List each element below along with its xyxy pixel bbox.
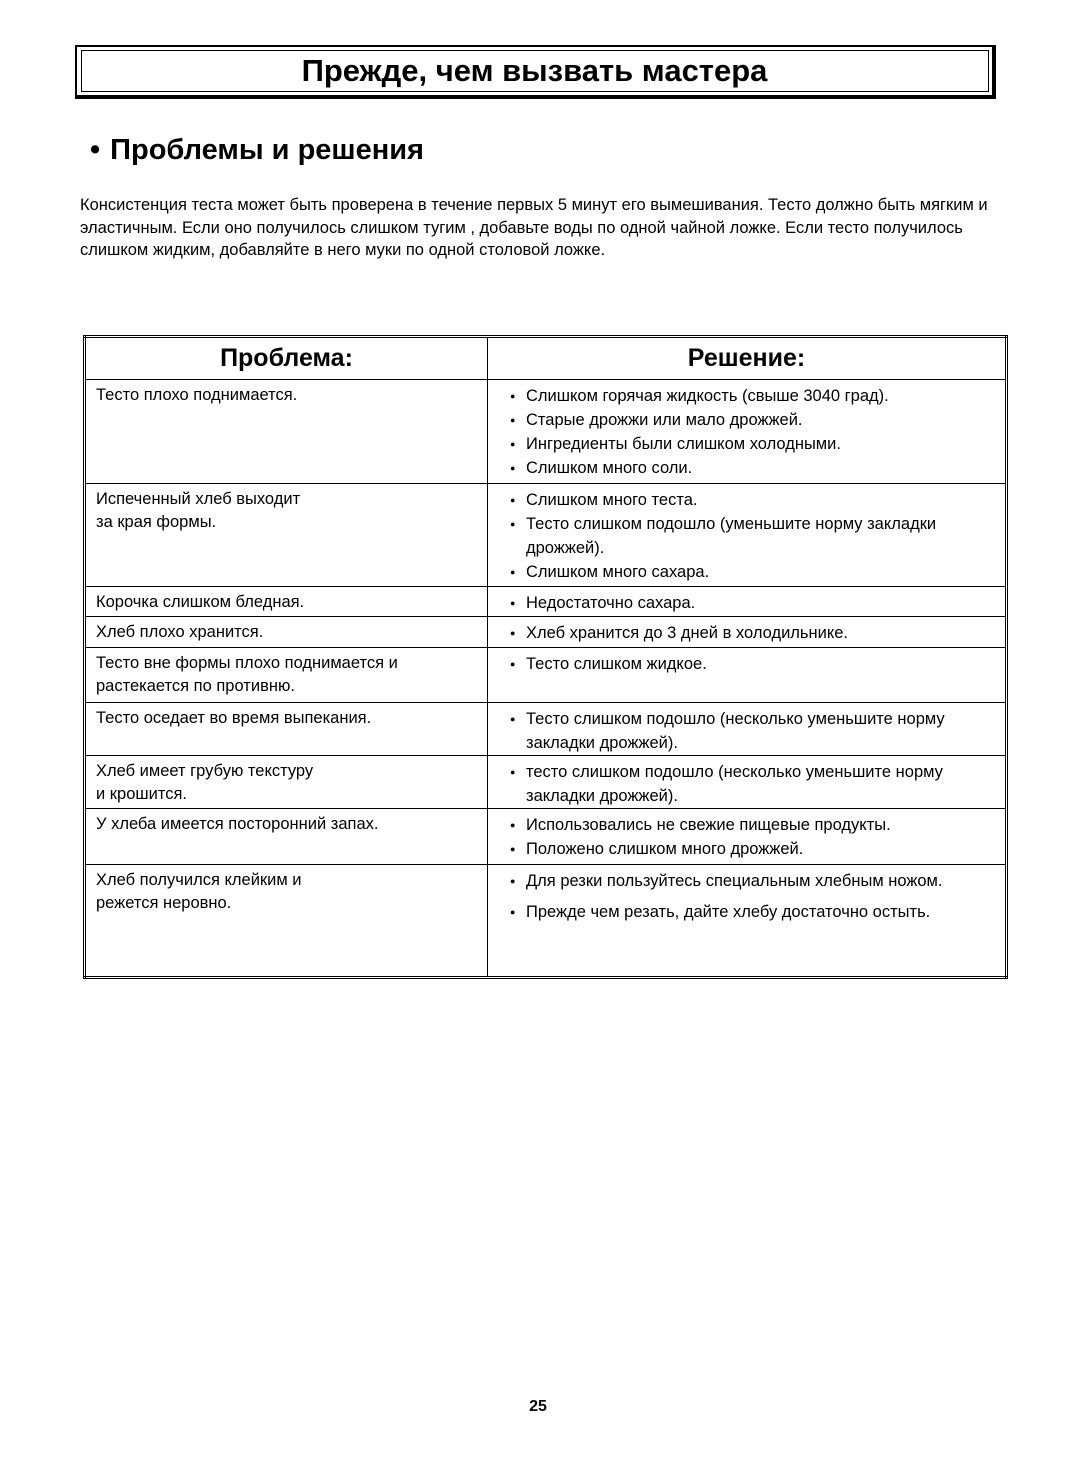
solution-cell <box>488 865 1007 978</box>
table-row <box>85 380 1007 484</box>
solution-bullet-item: ● Ингредиенты были слишком холодными. <box>510 432 995 456</box>
problem-cell: Хлеб имеет грубую текстуру и крошится. <box>85 756 488 809</box>
solution-bullet-item: ● Слишком горячая жидкость (свыше 3040 град). <box>510 384 995 408</box>
problem-cell: Тесто оседает во время выпекания. <box>85 703 488 756</box>
table-row <box>85 703 1007 756</box>
page-number: 25 <box>529 1398 547 1415</box>
problem-cell: Тесто вне формы плохо поднимается и растекается по противню. <box>85 648 488 703</box>
solution-cell <box>488 648 1007 703</box>
solution-bullet-item: ● Хлеб хранится до 3 дней в холодильнике. <box>510 621 995 645</box>
header-problem: Проблема: <box>85 337 488 380</box>
solution-cell <box>488 484 1007 587</box>
header-solution: Решение: <box>488 337 1007 380</box>
solution-bullet-item: ● Недостаточно сахара. <box>510 591 995 615</box>
intro-paragraph: Консистенция теста может быть проверена в течение первых 5 минут его вымешивания. Тесто должно быть мягким и эластичным. Если оно получилось слишком тугим , добавьте воды по одной чайной ложке. Если тесто получилось слишком жидким, добавляйте в него муки по одной столовой ложке. <box>80 196 988 259</box>
section-bullet: • <box>90 134 101 166</box>
section-heading <box>90 134 424 167</box>
solution-bullet-item: ● Тесто слишком подошло (уменьшите норму закладки дрожжей). <box>510 512 995 560</box>
problem-cell: Тесто плохо поднимается. <box>85 380 488 484</box>
table-body <box>85 380 1007 978</box>
troubleshooting-table <box>83 335 1008 979</box>
table-header-row <box>85 337 1007 380</box>
solution-cell <box>488 380 1007 484</box>
solution-bullet-item: ● тесто слишком подошло (несколько уменьшите норму закладки дрожжей). <box>510 760 995 808</box>
solution-bullet-item: ● Для резки пользуйтесь специальным хлебным ножом. <box>510 869 995 893</box>
solution-cell <box>488 587 1007 617</box>
problem-cell: Корочка слишком бледная. <box>85 587 488 617</box>
table-row <box>85 809 1007 865</box>
solution-bullet-item: ● Положено слишком много дрожжей. <box>510 837 995 861</box>
section-heading-text: Проблемы и решения <box>110 134 424 166</box>
solution-bullet-item: ● Прежде чем резать, дайте хлебу достаточно остыть. <box>510 900 995 924</box>
problem-cell: Испеченный хлеб выходит за края формы. <box>85 484 488 587</box>
problem-cell: У хлеба имеется посторонний запах. <box>85 809 488 865</box>
table-row <box>85 484 1007 587</box>
page-title: Прежде, чем вызвать мастера <box>301 53 768 88</box>
problem-cell: Хлеб получился клейким и режется неровно. <box>85 865 488 978</box>
table-row <box>85 587 1007 617</box>
table-row <box>85 617 1007 648</box>
solution-bullet-item: ● Тесто слишком подошло (несколько уменьшите норму закладки дрожжей). <box>510 707 995 755</box>
table-row <box>85 756 1007 809</box>
solution-bullet-item: ● Старые дрожжи или мало дрожжей. <box>510 408 995 432</box>
problem-cell: Хлеб плохо хранится. <box>85 617 488 648</box>
solution-bullet-item: ● Слишком много сахара. <box>510 560 995 584</box>
solution-cell <box>488 756 1007 809</box>
solution-cell <box>488 703 1007 756</box>
solution-bullet-item: ● Тесто слишком жидкое. <box>510 652 995 676</box>
table-row <box>85 648 1007 703</box>
solution-bullet-item: ● Слишком много теста. <box>510 488 995 512</box>
table-row <box>85 865 1007 978</box>
solution-cell <box>488 809 1007 865</box>
solution-bullet-item: ● Использовались не свежие пищевые продукты. <box>510 813 995 837</box>
solution-cell <box>488 617 1007 648</box>
page-title-box <box>75 45 996 99</box>
solution-bullet-item: ● Слишком много соли. <box>510 456 995 480</box>
